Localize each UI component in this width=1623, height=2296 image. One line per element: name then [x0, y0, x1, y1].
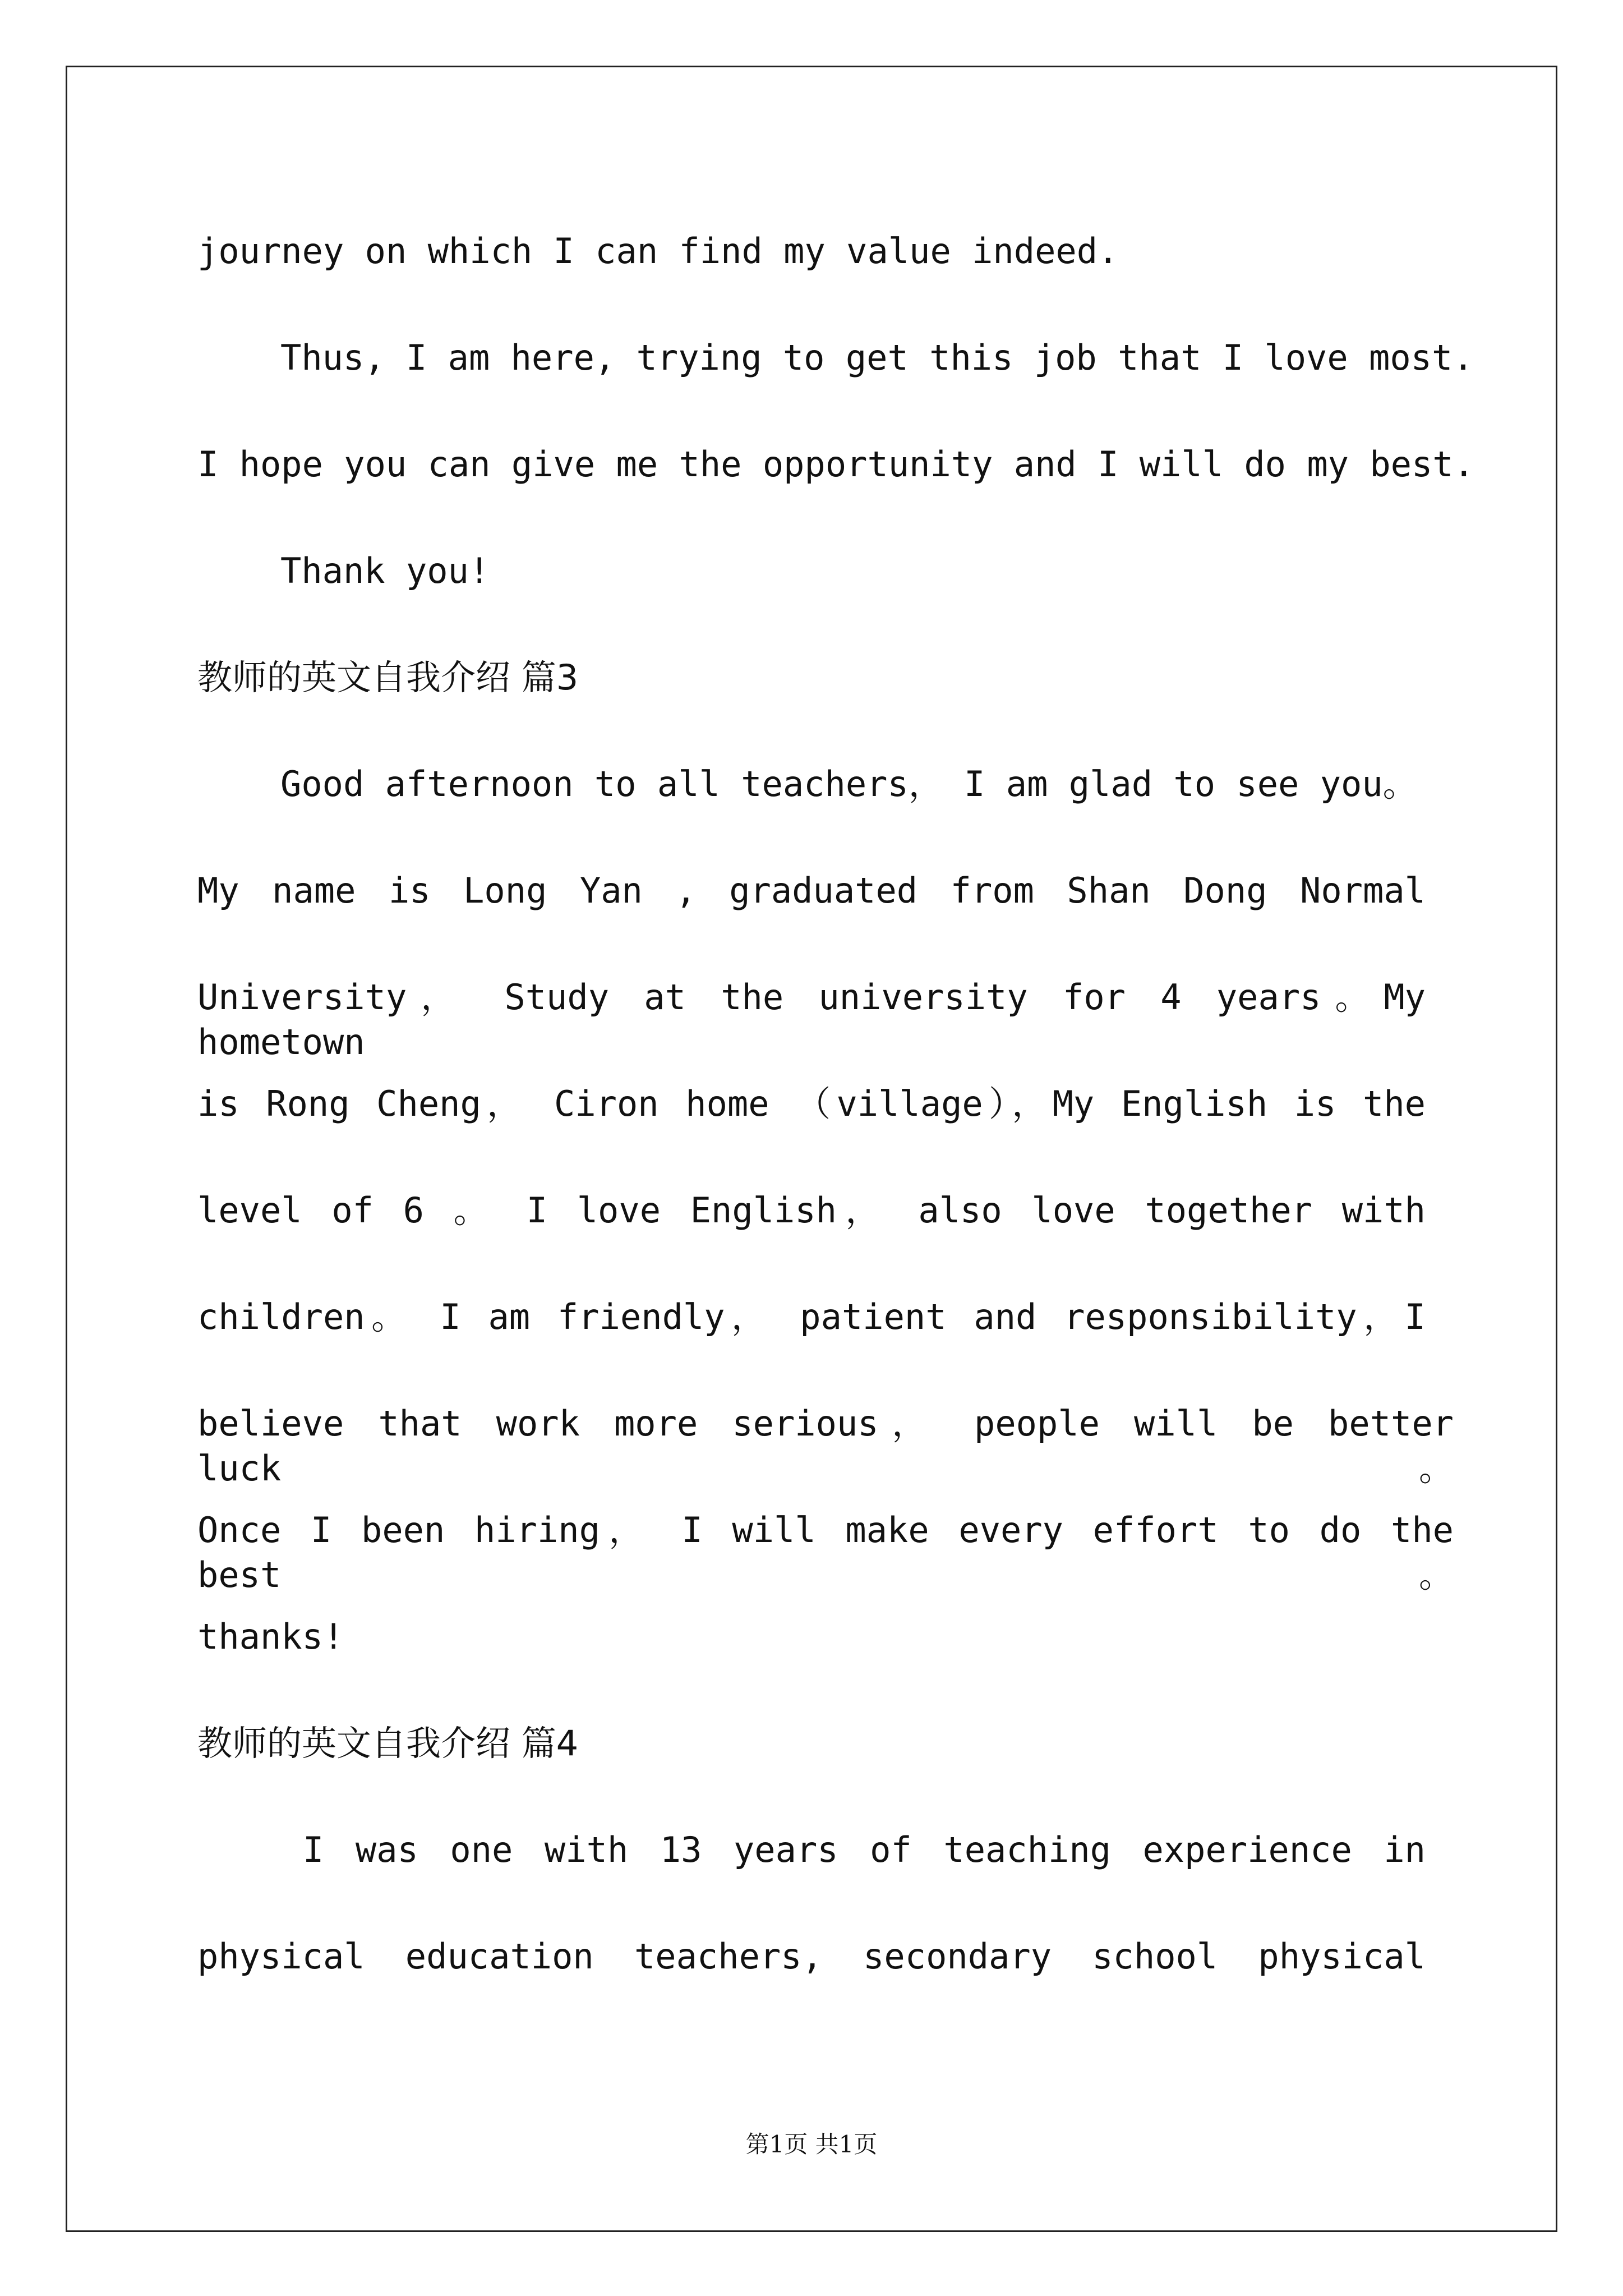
text-line: I hope you can give me the opportunity and I will do my best.	[197, 444, 1474, 485]
text-line: thanks!	[197, 1616, 344, 1657]
text-line: believe that work more serious， people will be better luck。	[197, 1403, 1454, 1489]
text-line: level of 6 。 I love English， also love together with	[197, 1190, 1426, 1231]
text-line: I was one with 13 years of teaching experience in	[303, 1829, 1426, 1870]
section-heading-3: 教师的英文自我介绍 篇3	[197, 657, 579, 698]
text-line: journey on which I can find my value indeed.	[197, 231, 1119, 272]
text-line: Thus, I am here, trying to get this job that I love most.	[280, 337, 1474, 378]
text-line: Good afternoon to all teachers， I am glad to see you。	[280, 763, 1418, 804]
text-line: Thank you!	[280, 550, 490, 591]
text-line: University， Study at the university for 4 years。My hometown	[197, 977, 1426, 1062]
text-line: My name is Long Yan , graduated from Shan Dong Normal	[197, 870, 1426, 911]
page-number-footer: 第1页 共1页	[745, 2131, 878, 2158]
text-line: children。 I am friendly， patient and responsibility，I	[197, 1296, 1426, 1337]
text-line: is Rong Cheng， Ciron home （village），My English is the	[197, 1083, 1426, 1124]
text-line: physical education teachers, secondary school physical	[197, 1936, 1426, 1977]
page-border	[66, 66, 1557, 2232]
section-heading-4: 教师的英文自我介绍 篇4	[197, 1723, 579, 1764]
text-line: Once I been hiring， I will make every effort to do the best。	[197, 1510, 1454, 1595]
